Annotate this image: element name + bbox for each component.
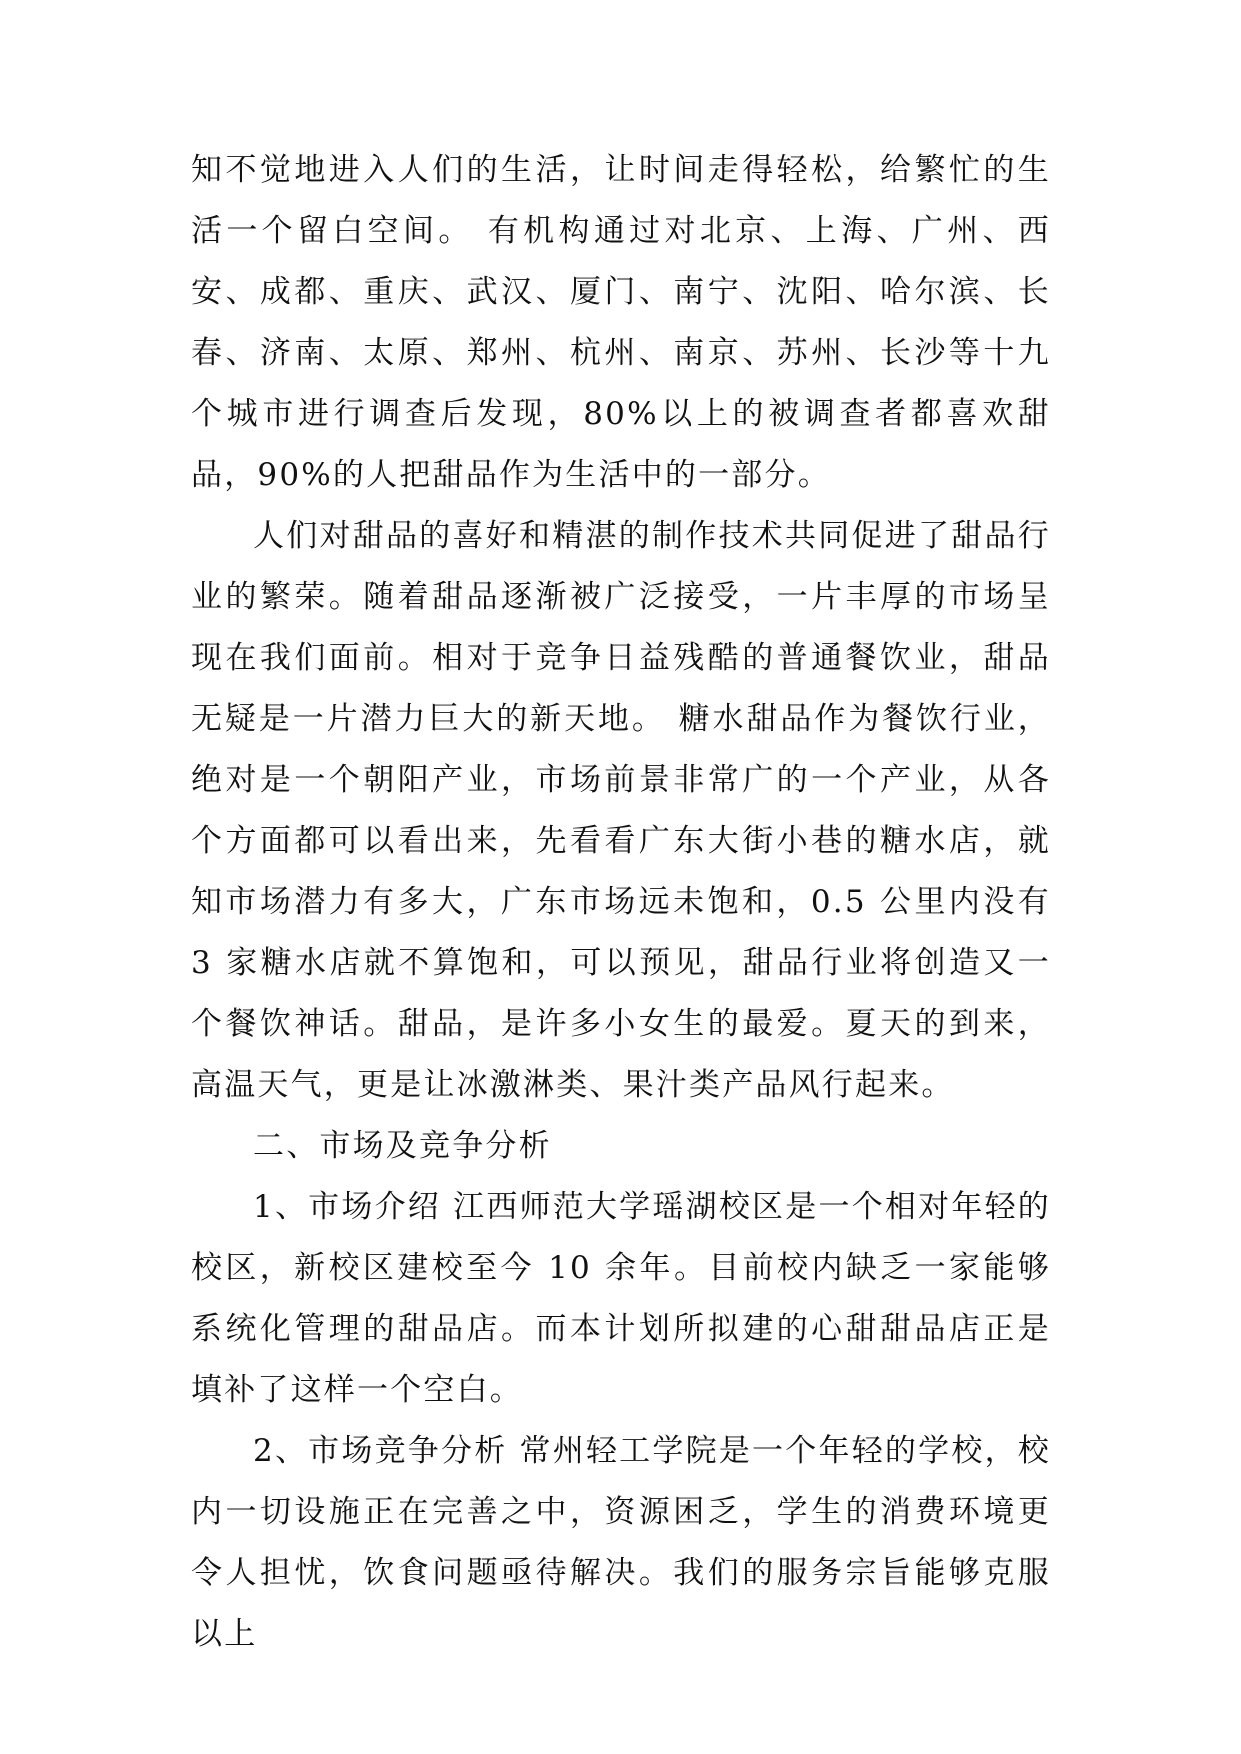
section-heading-market-competition: 二、市场及竞争分析 (253, 1128, 552, 1164)
paragraph-continuation: 知不觉地进入人们的生活，让时间走得轻松，给繁忙的生活一个留白空间。 有机构通过对北京、上海、广州、西安、成都、重庆、武汉、厦门、南宁、沈阳、哈尔滨、长春、济南、太原、郑州、杭州、南京、苏州、长沙等十九个城市进行调查后发现，80%以上的被调查者都喜欢甜品，90%的人把甜品作为生活中的一部分。 (191, 152, 1051, 493)
document-body (191, 140, 1051, 1665)
paragraph-market-prosperity: 人们对甜品的喜好和精湛的制作技术共同促进了甜品行业的繁荣。随着甜品逐渐被广泛接受，一片丰厚的市场呈现在我们面前。相对于竞争日益残酷的普通餐饮业，甜品无疑是一片潜力巨大的新天地。 糖水甜品作为餐饮行业，绝对是一个朝阳产业，市场前景非常广的一个产业，从各个方面都可以看出来，先看看广东大街小巷的糖水店，就知市场潜力有多大，广东市场远未饱和，0.5 公里内没有 3 家糖水店就不算饱和，可以预见，甜品行业将创造又一个餐饮神话。甜品，是许多小女生的最爱。夏天的到来，高温天气，更是让冰激淋类、果汁类产品风行起来。 (191, 518, 1051, 1103)
paragraph-market-introduction: 1、市场介绍 江西师范大学瑶湖校区是一个相对年轻的校区，新校区建校至今 10 余年。目前校内缺乏一家能够系统化管理的甜品店。而本计划所拟建的心甜甜品店正是填补了这样一个空白。 (191, 1189, 1051, 1408)
paragraph-competition-analysis: 2、市场竞争分析 常州轻工学院是一个年轻的学校，校内一切设施正在完善之中，资源困乏，学生的消费环境更令人担忧，饮食问题亟待解决。我们的服务宗旨能够克服以上 (191, 1433, 1051, 1652)
